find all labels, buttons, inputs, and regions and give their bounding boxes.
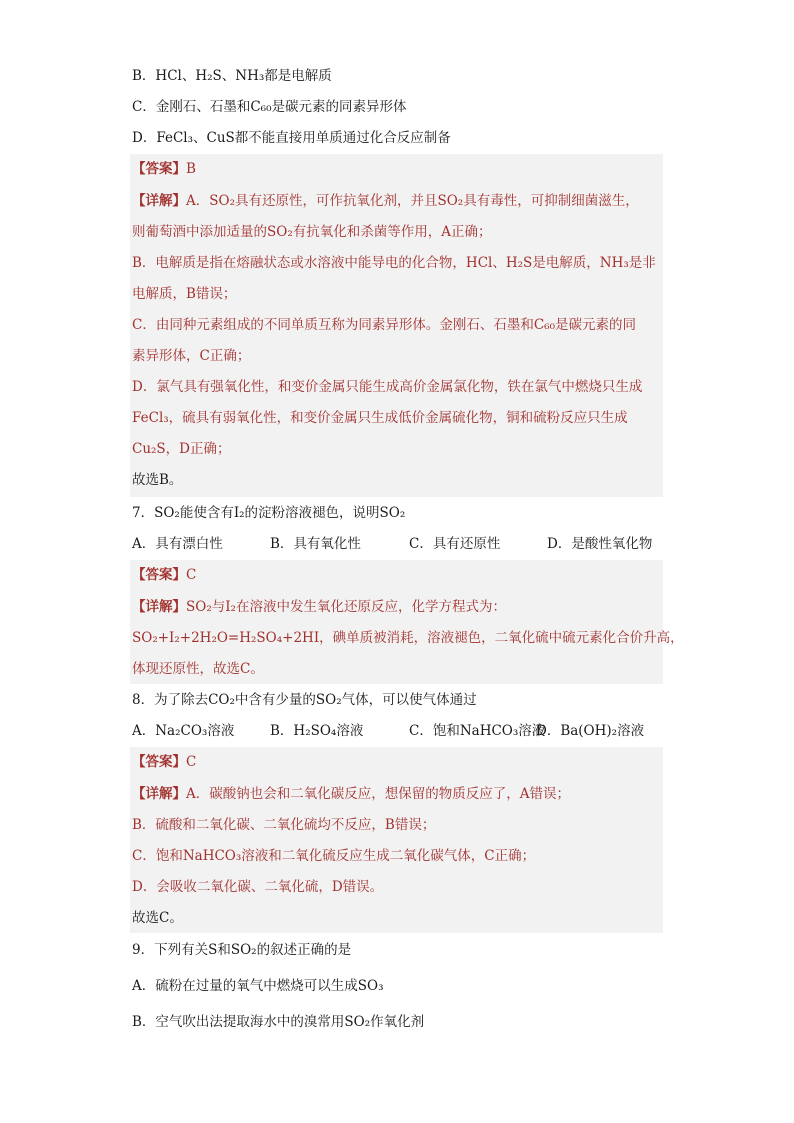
q8-option-a: A．Na₂CO₃溶液 xyxy=(132,723,235,739)
q6-option-c: C．金刚石、石墨和C₆₀是碳元素的同素异形体 xyxy=(132,99,407,115)
answer-tag: 【答案】 xyxy=(132,161,186,177)
q8-detail-line: B．硫酸和二氧化碳、二氧化硫均不反应，B错误； xyxy=(132,817,436,833)
q7-option-b: B．具有氧化性 xyxy=(270,536,361,552)
q8-detail-line: C．饱和NaHCO₃溶液和二氧化硫反应生成二氧化碳气体，C正确； xyxy=(132,848,536,864)
answer-value: B xyxy=(186,161,196,177)
answer-tag: 【答案】 xyxy=(132,567,186,583)
answer-tag: 【答案】 xyxy=(132,754,186,770)
q6-option-d: D．FeCl₃、CuS都不能直接用单质通过化合反应制备 xyxy=(132,130,451,146)
q8-option-b: B．H₂SO₄溶液 xyxy=(270,723,364,739)
q7-options xyxy=(132,530,662,558)
q6-detail-line: C．由同种元素组成的不同单质互称为同素异形体。金刚石、石墨和C₆₀是碳元素的同 xyxy=(132,317,636,333)
q7-stem: 7．SO₂能使含有I₂的淀粉溶液褪色，说明SO₂ xyxy=(132,505,406,521)
detail-tag: 【详解】 xyxy=(132,786,186,802)
q6-detail-line: Cu₂S，D正确； xyxy=(132,441,231,457)
q8-conclusion: 故选C。 xyxy=(132,910,183,926)
answer-value: C xyxy=(186,567,197,583)
q8-stem: 8．为了除去CO₂中含有少量的SO₂气体，可以使气体通过 xyxy=(132,692,477,708)
q8-options xyxy=(132,717,662,745)
q6-detail-line: D．氯气具有强氧化性，和变价金属只能生成高价金属氯化物，铁在氯气中燃烧只生成 xyxy=(132,379,643,395)
q7-option-a: A．具有漂白性 xyxy=(132,536,223,552)
q6-detail-line: 【详解】A．SO₂具有还原性，可作抗氧化剂，并且SO₂具有毒性，可抑制细菌滋生， xyxy=(132,193,639,209)
detail-tag: 【详解】 xyxy=(132,599,186,615)
q8-option-d: D．Ba(OH)₂溶液 xyxy=(536,723,645,739)
q6-detail-line: B．电解质是指在熔融状态或水溶液中能导电的化合物，HCl、H₂S是电解质，NH₃是非 xyxy=(132,255,656,271)
q7-detail-line: SO₂+I₂+2H₂O=H₂SO₄+2HI，碘单质被消耗，溶液褪色，二氧化硫中硫元素化合价升高， xyxy=(132,630,684,646)
q6-detail-line: FeCl₃，硫具有弱氧化性，和变价金属只生成低价金属硫化物，铜和硫粉反应只生成 xyxy=(132,410,628,426)
detail-tag: 【详解】 xyxy=(132,193,186,209)
q7-detail-line: 体现还原性，故选C。 xyxy=(132,661,264,677)
q8-detail-line: D．会吸收二氧化碳、二氧化硫，D错误。 xyxy=(132,879,384,895)
q7-detail-line: 【详解】SO₂与I₂在溶液中发生氧化还原反应，化学方程式为： xyxy=(132,599,506,615)
q8-detail-line: 【详解】A．碳酸钠也会和二氧化碳反应，想保留的物质反应了，A错误； xyxy=(132,786,570,802)
q6-detail-line: 素异形体，C正确； xyxy=(132,348,251,364)
q6-answer xyxy=(132,155,196,183)
q7-answer xyxy=(132,561,196,589)
q6-detail-line: 电解质，B错误； xyxy=(132,286,237,302)
q9-option-a: A．硫粉在过量的氧气中燃烧可以生成SO₃ xyxy=(132,978,384,994)
q8-option-c: C．饱和NaHCO₃溶液 xyxy=(409,723,546,739)
q6-detail-line: 则葡萄酒中添加适量的SO₂有抗氧化和杀菌等作用，A正确； xyxy=(132,224,492,240)
q7-option-c: C．具有还原性 xyxy=(409,536,501,552)
q8-answer-block xyxy=(130,747,663,933)
q6-conclusion: 故选B。 xyxy=(132,472,183,488)
q8-answer xyxy=(132,748,196,776)
q6-option-b: B．HCl、H₂S、NH₃都是电解质 xyxy=(132,68,332,84)
answer-value: C xyxy=(186,754,197,770)
q7-option-d: D．是酸性氧化物 xyxy=(547,536,653,552)
q9-stem: 9．下列有关S和SO₂的叙述正确的是 xyxy=(132,942,352,958)
q9-option-b: B．空气吹出法提取海水中的溴常用SO₂作氧化剂 xyxy=(132,1014,425,1030)
